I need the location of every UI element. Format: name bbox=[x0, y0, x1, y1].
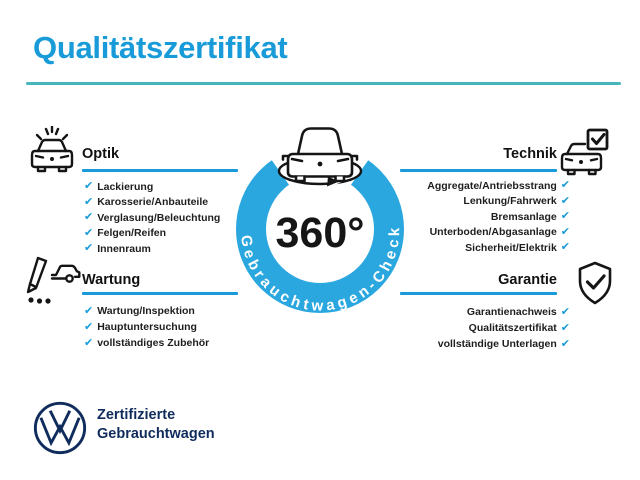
section-heading-optik: Optik bbox=[82, 146, 120, 162]
list-item: ✔ Hauptuntersuchung bbox=[84, 320, 197, 333]
list-item: vollständige Unterlagen ✔ bbox=[437, 337, 570, 350]
list-item: Unterboden/Abgasanlage ✔ bbox=[429, 225, 570, 239]
list-item: Aggregate/Antriebsstrang ✔ bbox=[427, 179, 570, 192]
section-heading-wartung: Wartung bbox=[82, 272, 141, 288]
check-icon: ✔ bbox=[84, 304, 94, 317]
heading-underline-garantie bbox=[400, 292, 557, 295]
list-item: ✔ Felgen/Reifen bbox=[84, 226, 167, 240]
check-icon: ✔ bbox=[560, 321, 570, 334]
list-item: Bremsanlage ✔ bbox=[490, 210, 570, 223]
list-item: ✔ Wartung/Inspektion bbox=[84, 304, 195, 317]
footer-line1: Zertifizierte bbox=[97, 407, 176, 423]
list-item: ✔ Lackierung bbox=[84, 180, 154, 193]
heading-underline-wartung bbox=[82, 292, 238, 295]
check-icon: ✔ bbox=[84, 336, 94, 349]
footer-line2: Gebrauchtwagen bbox=[97, 426, 215, 442]
list-item: Garantienachweis ✔ bbox=[466, 305, 570, 318]
check-icon: ✔ bbox=[560, 225, 570, 238]
check-icon: ✔ bbox=[560, 305, 570, 318]
check-icon: ✔ bbox=[560, 241, 570, 254]
list-item: Qualitätszertifikat ✔ bbox=[468, 321, 570, 334]
heading-underline-technik bbox=[400, 169, 557, 172]
check-icon: ✔ bbox=[560, 179, 570, 192]
check-icon: ✔ bbox=[84, 180, 94, 193]
heading-underline-optik bbox=[82, 169, 238, 172]
pencil-car-checklist-icon bbox=[22, 254, 82, 306]
check-icon: ✔ bbox=[560, 194, 570, 207]
list-item: ✔ vollständiges Zubehör bbox=[84, 336, 210, 349]
list-item: Sicherheit/Elektrik ✔ bbox=[465, 241, 570, 254]
check-icon: ✔ bbox=[560, 337, 570, 350]
ring-label: Gebrauchtwagen-Check bbox=[237, 227, 404, 315]
360-check-badge bbox=[225, 115, 417, 327]
wartung-list bbox=[84, 303, 209, 351]
list-item: ✔ Verglasung/Beleuchtung bbox=[84, 211, 221, 224]
check-icon: ✔ bbox=[560, 210, 570, 223]
car-checkbox-icon bbox=[558, 126, 614, 180]
check-icon: ✔ bbox=[84, 195, 94, 208]
shield-check-icon bbox=[576, 261, 614, 306]
degree-label: 360° bbox=[275, 209, 365, 257]
check-icon: ✔ bbox=[84, 242, 94, 255]
check-icon: ✔ bbox=[84, 211, 94, 224]
check-icon: ✔ bbox=[84, 226, 94, 239]
car-headlights-icon bbox=[24, 126, 80, 174]
vw-logo bbox=[32, 400, 88, 456]
garantie-list bbox=[438, 304, 570, 352]
list-item: ✔ Karosserie/Anbauteile bbox=[84, 195, 209, 209]
technik-list bbox=[427, 178, 570, 256]
section-heading-technik: Technik bbox=[503, 146, 557, 162]
check-icon: ✔ bbox=[84, 320, 94, 333]
page-title: Qualitätszertifikat bbox=[33, 30, 288, 65]
footer-claim bbox=[97, 406, 215, 444]
optik-list bbox=[84, 179, 220, 257]
list-item: ✔ Innenraum bbox=[84, 242, 151, 255]
section-heading-garantie: Garantie bbox=[498, 272, 557, 288]
header-divider bbox=[26, 82, 621, 85]
list-item: Lenkung/Fahrwerk ✔ bbox=[463, 194, 570, 208]
